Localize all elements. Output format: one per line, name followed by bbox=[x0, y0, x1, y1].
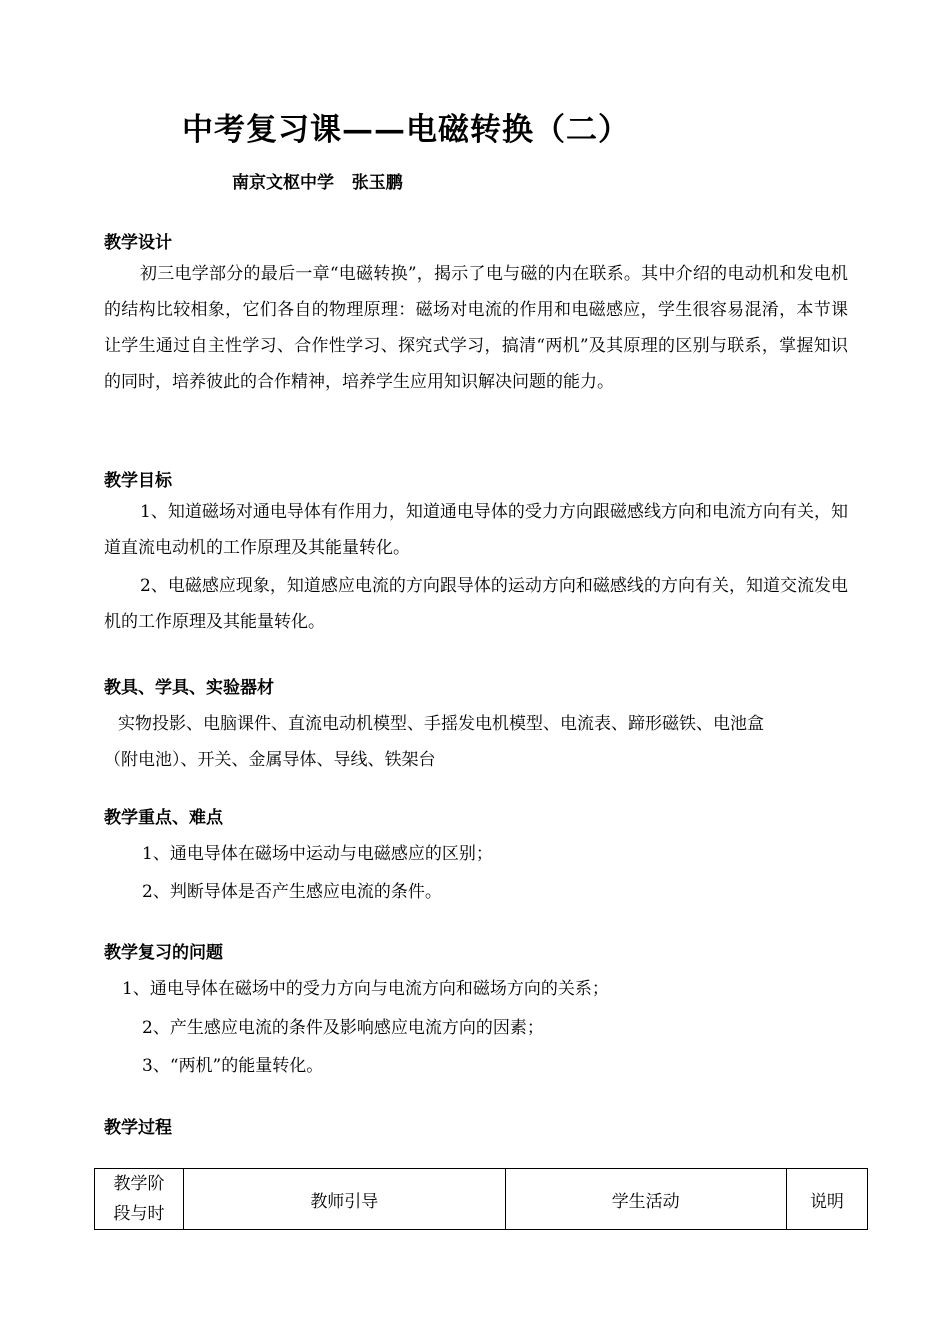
process-table bbox=[94, 1168, 868, 1230]
column-notes: 说明 bbox=[786, 1169, 867, 1230]
heading-keypoints: 教学重点、难点 bbox=[104, 808, 223, 828]
keypoint-item: 2、判断导体是否产生感应电流的条件。 bbox=[142, 882, 442, 902]
equipment-line: （附电池）、开关、金属导体、导线、铁架台 bbox=[104, 750, 436, 770]
column-stage-time bbox=[95, 1169, 184, 1230]
page-title: 中考复习课——电磁转换（二） bbox=[182, 112, 630, 148]
heading-process: 教学过程 bbox=[104, 1118, 172, 1138]
design-paragraph: 初三电学部分的最后一章“电磁转换”，揭示了电与磁的内在联系。其中介绍的电动机和发电机的结构比较相象，它们各自的物理原理：磁场对电流的作用和电磁感应，学生很容易混淆，本节课让学生通过自主性学习、合作性学习、探究式学习，搞清“两机”及其原理的区别与联系，掌握知识的同时，培养彼此的合作精神，培养学生应用知识解决问题的能力。 bbox=[104, 264, 848, 392]
column-student-activity: 学生活动 bbox=[505, 1169, 786, 1230]
goal-item: 2、电磁感应现象，知道感应电流的方向跟导体的运动方向和磁感线的方向有关，知道交流发电机的工作原理及其能量转化。 bbox=[104, 576, 848, 632]
review-item: 2、产生感应电流的条件及影响感应电流方向的因素； bbox=[142, 1018, 544, 1038]
table-header-row bbox=[95, 1169, 868, 1230]
review-item: 3、“两机”的能量转化。 bbox=[142, 1056, 324, 1076]
equipment-line: 实物投影、电脑课件、直流电动机模型、手摇发电机模型、电流表、蹄形磁铁、电池盒 bbox=[118, 714, 764, 734]
keypoint-item: 1、通电导体在磁场中运动与电磁感应的区别； bbox=[142, 844, 493, 864]
heading-equipment: 教具、学具、实验器材 bbox=[104, 678, 274, 698]
column-label: 教学阶 bbox=[113, 1174, 165, 1194]
heading-design: 教学设计 bbox=[104, 233, 172, 253]
review-item: 1、通电导体在磁场中的受力方向与电流方向和磁场方向的关系； bbox=[122, 979, 609, 999]
author-line: 南京文枢中学 张玉鹏 bbox=[232, 173, 403, 193]
column-teacher-guide: 教师引导 bbox=[184, 1169, 505, 1230]
heading-review: 教学复习的问题 bbox=[104, 943, 223, 963]
goal-item: 1、知道磁场对通电导体有作用力，知道通电导体的受力方向跟磁感线方向和电流方向有关，知道直流电动机的工作原理及其能量转化。 bbox=[104, 502, 848, 558]
heading-goals: 教学目标 bbox=[104, 471, 172, 491]
column-label: 段与时 bbox=[113, 1204, 165, 1224]
